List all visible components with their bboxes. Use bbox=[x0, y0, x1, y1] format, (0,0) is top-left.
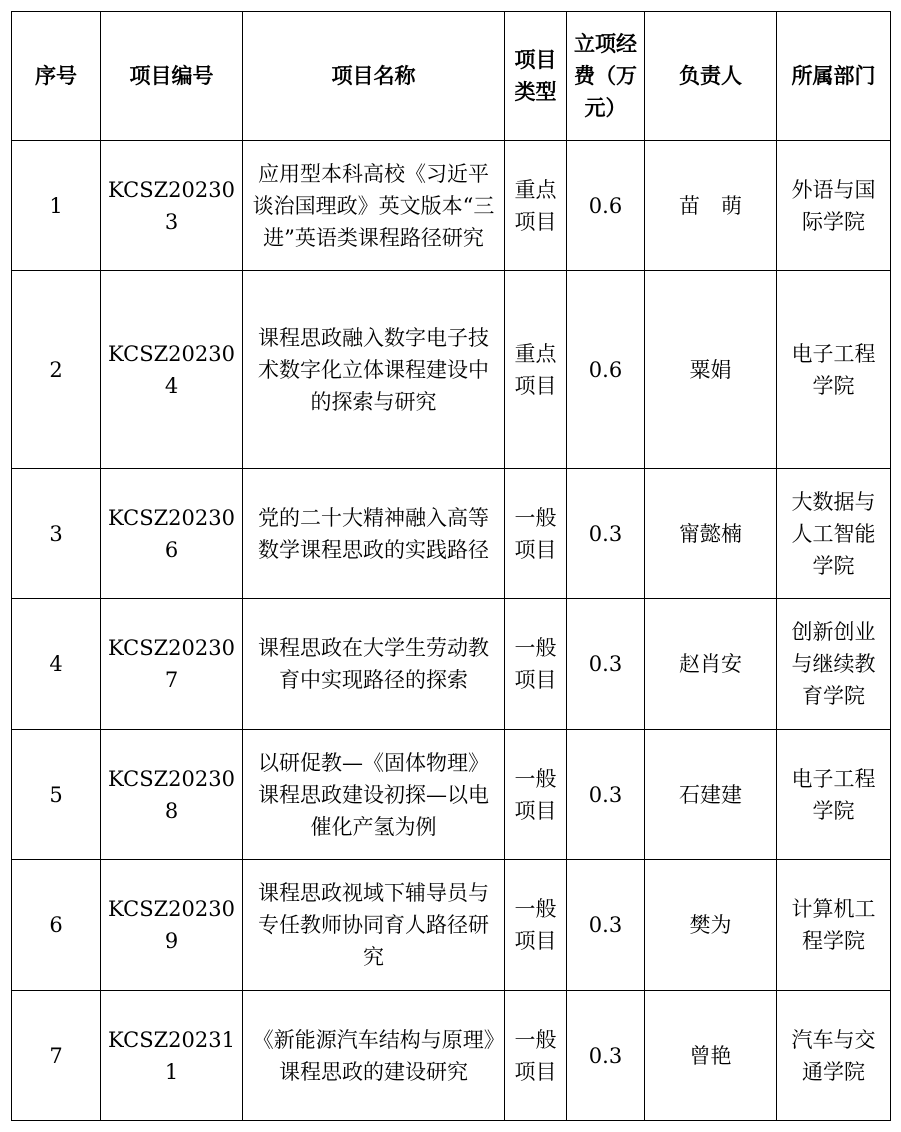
cell-type: 重点项目 bbox=[505, 271, 567, 469]
cell-leader: 粟娟 bbox=[645, 271, 777, 469]
header-type: 项目类型 bbox=[505, 12, 567, 141]
header-name: 项目名称 bbox=[243, 12, 505, 141]
cell-funding: 0.3 bbox=[567, 860, 645, 991]
cell-type: 重点项目 bbox=[505, 141, 567, 271]
cell-index: 3 bbox=[12, 469, 101, 599]
cell-department: 汽车与交通学院 bbox=[777, 991, 891, 1121]
header-code: 项目编号 bbox=[101, 12, 243, 141]
cell-code: KCSZ202307 bbox=[101, 599, 243, 730]
cell-name: 课程思政视域下辅导员与专任教师协同育人路径研究 bbox=[243, 860, 505, 991]
cell-code: KCSZ202306 bbox=[101, 469, 243, 599]
cell-type: 一般项目 bbox=[505, 599, 567, 730]
cell-department: 计算机工程学院 bbox=[777, 860, 891, 991]
cell-code: KCSZ202304 bbox=[101, 271, 243, 469]
cell-funding: 0.6 bbox=[567, 271, 645, 469]
cell-index: 7 bbox=[12, 991, 101, 1121]
cell-index: 2 bbox=[12, 271, 101, 469]
cell-code: KCSZ202308 bbox=[101, 730, 243, 860]
table-row bbox=[12, 730, 891, 860]
table-row bbox=[12, 599, 891, 730]
cell-index: 5 bbox=[12, 730, 101, 860]
table-row bbox=[12, 141, 891, 271]
cell-name: 课程思政融入数字电子技术数字化立体课程建设中的探索与研究 bbox=[243, 271, 505, 469]
table-row bbox=[12, 469, 891, 599]
cell-department: 大数据与人工智能学院 bbox=[777, 469, 891, 599]
cell-type: 一般项目 bbox=[505, 860, 567, 991]
cell-code: KCSZ202311 bbox=[101, 991, 243, 1121]
cell-leader: 甯懿楠 bbox=[645, 469, 777, 599]
cell-funding: 0.3 bbox=[567, 599, 645, 730]
cell-funding: 0.3 bbox=[567, 991, 645, 1121]
table-row bbox=[12, 991, 891, 1121]
table-row bbox=[12, 860, 891, 991]
cell-name: 课程思政在大学生劳动教育中实现路径的探索 bbox=[243, 599, 505, 730]
cell-type: 一般项目 bbox=[505, 991, 567, 1121]
cell-name: 《新能源汽车结构与原理》课程思政的建设研究 bbox=[243, 991, 505, 1121]
header-leader: 负责人 bbox=[645, 12, 777, 141]
cell-department: 电子工程学院 bbox=[777, 271, 891, 469]
cell-funding: 0.6 bbox=[567, 141, 645, 271]
cell-department: 外语与国际学院 bbox=[777, 141, 891, 271]
header-row bbox=[12, 12, 891, 141]
cell-leader: 樊为 bbox=[645, 860, 777, 991]
header-department: 所属部门 bbox=[777, 12, 891, 141]
project-table bbox=[11, 11, 891, 1121]
cell-index: 6 bbox=[12, 860, 101, 991]
cell-funding: 0.3 bbox=[567, 469, 645, 599]
header-funding: 立项经费（万元） bbox=[567, 12, 645, 141]
table-row bbox=[12, 271, 891, 469]
cell-type: 一般项目 bbox=[505, 730, 567, 860]
cell-funding: 0.3 bbox=[567, 730, 645, 860]
cell-department: 电子工程学院 bbox=[777, 730, 891, 860]
cell-leader: 苗 萌 bbox=[645, 141, 777, 271]
cell-name: 党的二十大精神融入高等数学课程思政的实践路径 bbox=[243, 469, 505, 599]
cell-name: 以研促教—《固体物理》课程思政建设初探—以电催化产氢为例 bbox=[243, 730, 505, 860]
cell-leader: 石建建 bbox=[645, 730, 777, 860]
cell-index: 4 bbox=[12, 599, 101, 730]
cell-code: KCSZ202309 bbox=[101, 860, 243, 991]
cell-leader: 赵肖安 bbox=[645, 599, 777, 730]
cell-code: KCSZ202303 bbox=[101, 141, 243, 271]
cell-index: 1 bbox=[12, 141, 101, 271]
cell-type: 一般项目 bbox=[505, 469, 567, 599]
header-index: 序号 bbox=[12, 12, 101, 141]
cell-department: 创新创业与继续教育学院 bbox=[777, 599, 891, 730]
cell-name: 应用型本科高校《习近平谈治国理政》英文版本“三进”英语类课程路径研究 bbox=[243, 141, 505, 271]
cell-leader: 曾艳 bbox=[645, 991, 777, 1121]
